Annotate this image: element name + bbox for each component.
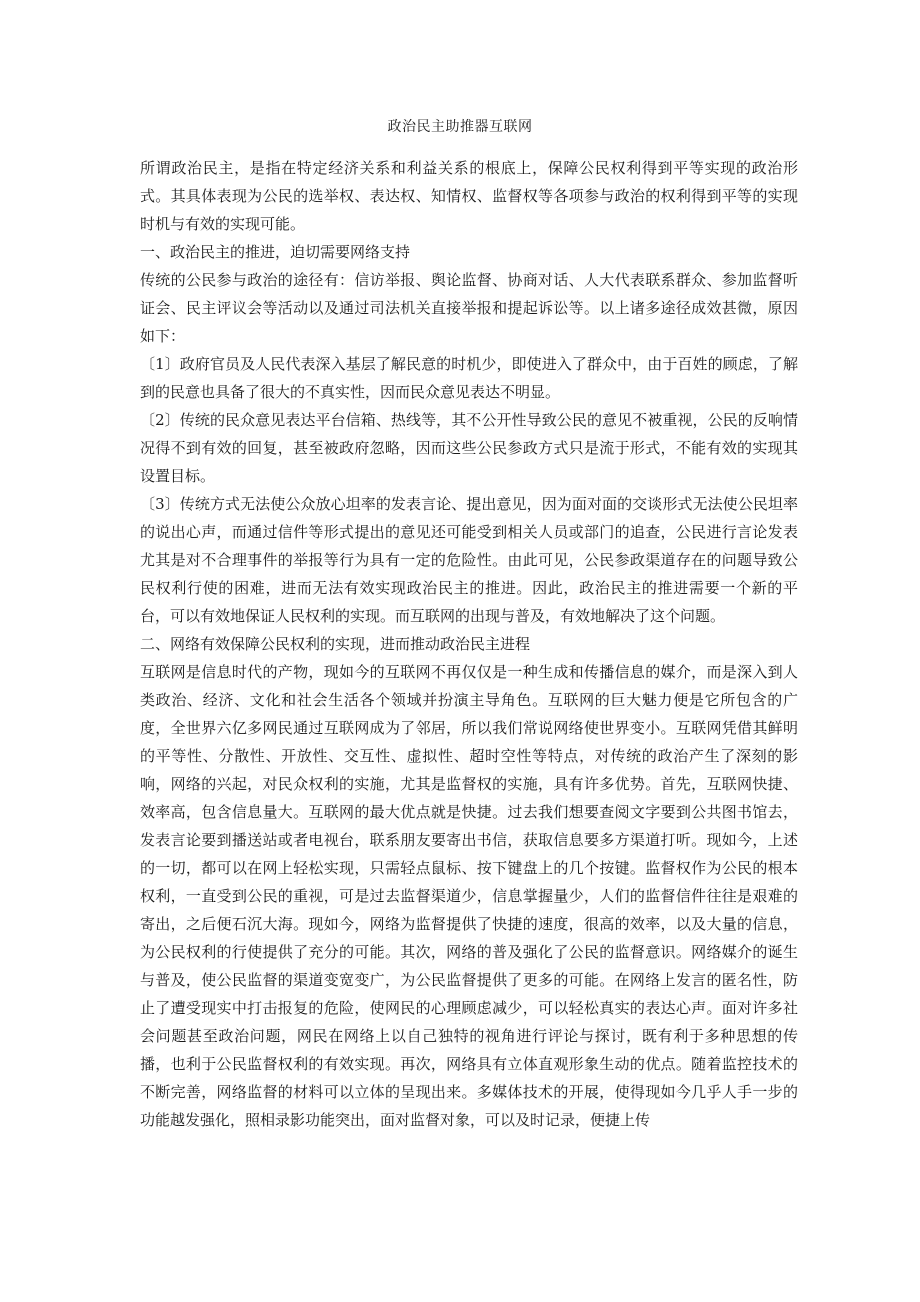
document-body: [140, 154, 829, 1134]
list-item-reason-1: 〔1〕政府官员及人民代表深入基层了解民意的时机少，即使进入了群众中，由于百姓的顾虑，了解到的民意也具备了很大的不真实性，因而民众意见表达不明显。: [140, 355, 798, 401]
paragraph-intro: 所谓政治民主，是指在特定经济关系和利益关系的根底上，保障公民权利得到平等实现的政治形式。其具体表现为公民的选举权、表达权、知情权、监督权等各项参与政治的权利得到平等的实现时机与有效的实现可能。: [140, 159, 798, 233]
section-heading-2: 二、网络有效保障公民权利的实现，进而推动政治民主进程: [140, 635, 531, 653]
paragraph-internet: 互联网是信息时代的产物，现如今的互联网不再仅仅是一种生成和传播信息的媒介，而是深入到人类政治、经济、文化和社会生活各个领域并扮演主导角色。互联网的巨大魅力便是它所包含的广度，全世界六亿多网民通过互联网成为了邻居，所以我们常说网络使世界变小。互联网凭借其鲜明的平等性、分散性、开放性、交互性、虚拟性、超时空性等特点，对传统的政治产生了深刻的影响，网络的兴起，对民众权利的实施，尤其是监督权的实施，具有许多优势。首先，互联网快捷、效率高，包含信息量大。互联网的最大优点就是快捷。过去我们想要查阅文字要到公共图书馆去，发表言论要到播送站或者电视台，联系朋友要寄出书信，获取信息要多方渠道打听。现如今，上述的一切，都可以在网上轻松实现，只需轻点鼠标、按下键盘上的几个按键。监督权作为公民的根本权利，一直受到公民的重视，可是过去监督渠道少，信息掌握量少，人们的监督信件往往是艰难的寄出，之后便石沉大海。现如今，网络为监督提供了快捷的速度，很高的效率，以及大量的信息，为公民权利的行使提供了充分的可能。其次，网络的普及强化了公民的监督意识。网络媒介的诞生与普及，使公民监督的渠道变宽变广，为公民监督提供了更多的可能。在网络上发言的匿名性，防止了遭受现实中打击报复的危险，使网民的心理顾虑减少，可以轻松真实的表达心声。面对许多社会问题甚至政治问题，网民在网络上以自己独特的视角进行评论与探讨，既有利于多种思想的传播，也利于公民监督权利的有效实现。再次，网络具有立体直观形象生动的优点。随着监控技术的不断完善，网络监督的材料可以立体的呈现出来。多媒体技术的开展，使得现如今几乎人手一步的 功能越发强化，照相录影功能突出，面对监督对象，可以及时记录，便捷上传: [140, 663, 829, 1129]
list-item-reason-3: 〔3〕传统方式无法使公众放心坦率的发表言论、提出意见，因为面对面的交谈形式无法使公民坦率的说出心声，而通过信件等形式提出的意见还可能受到相关人员或部门的追查，公民进行言论发表尤其是对不合理事件的举报等行为具有一定的危险性。由此可见，公民参政渠道存在的问题导致公民权利行使的困难，进而无法有效实现政治民主的推进。因此，政治民主的推进需要一个新的平台，可以有效地保证人民权利的实现。而互联网的出现与普及，有效地解决了这个问题。: [140, 495, 798, 625]
paragraph-traditional-channels: 传统的公民参与政治的途径有：信访举报、舆论监督、协商对话、人大代表联系群众、参加监督听证会、民主评议会等活动以及通过司法机关直接举报和提起诉讼等。以上诸多途径成效甚微，原因如下：: [140, 271, 798, 345]
section-heading-1: 一、政治民主的推进，迫切需要网络支持: [140, 243, 411, 261]
list-item-reason-2: 〔2〕传统的民众意见表达平台信箱、热线等，其不公开性导致公民的意见不被重视，公民的反响情况得不到有效的回复，甚至被政府忽略，因而这些公民参政方式只是流于形式，不能有效的实现其设置目标。: [140, 411, 798, 485]
document-title: 政治民主助推器互联网: [387, 119, 533, 135]
